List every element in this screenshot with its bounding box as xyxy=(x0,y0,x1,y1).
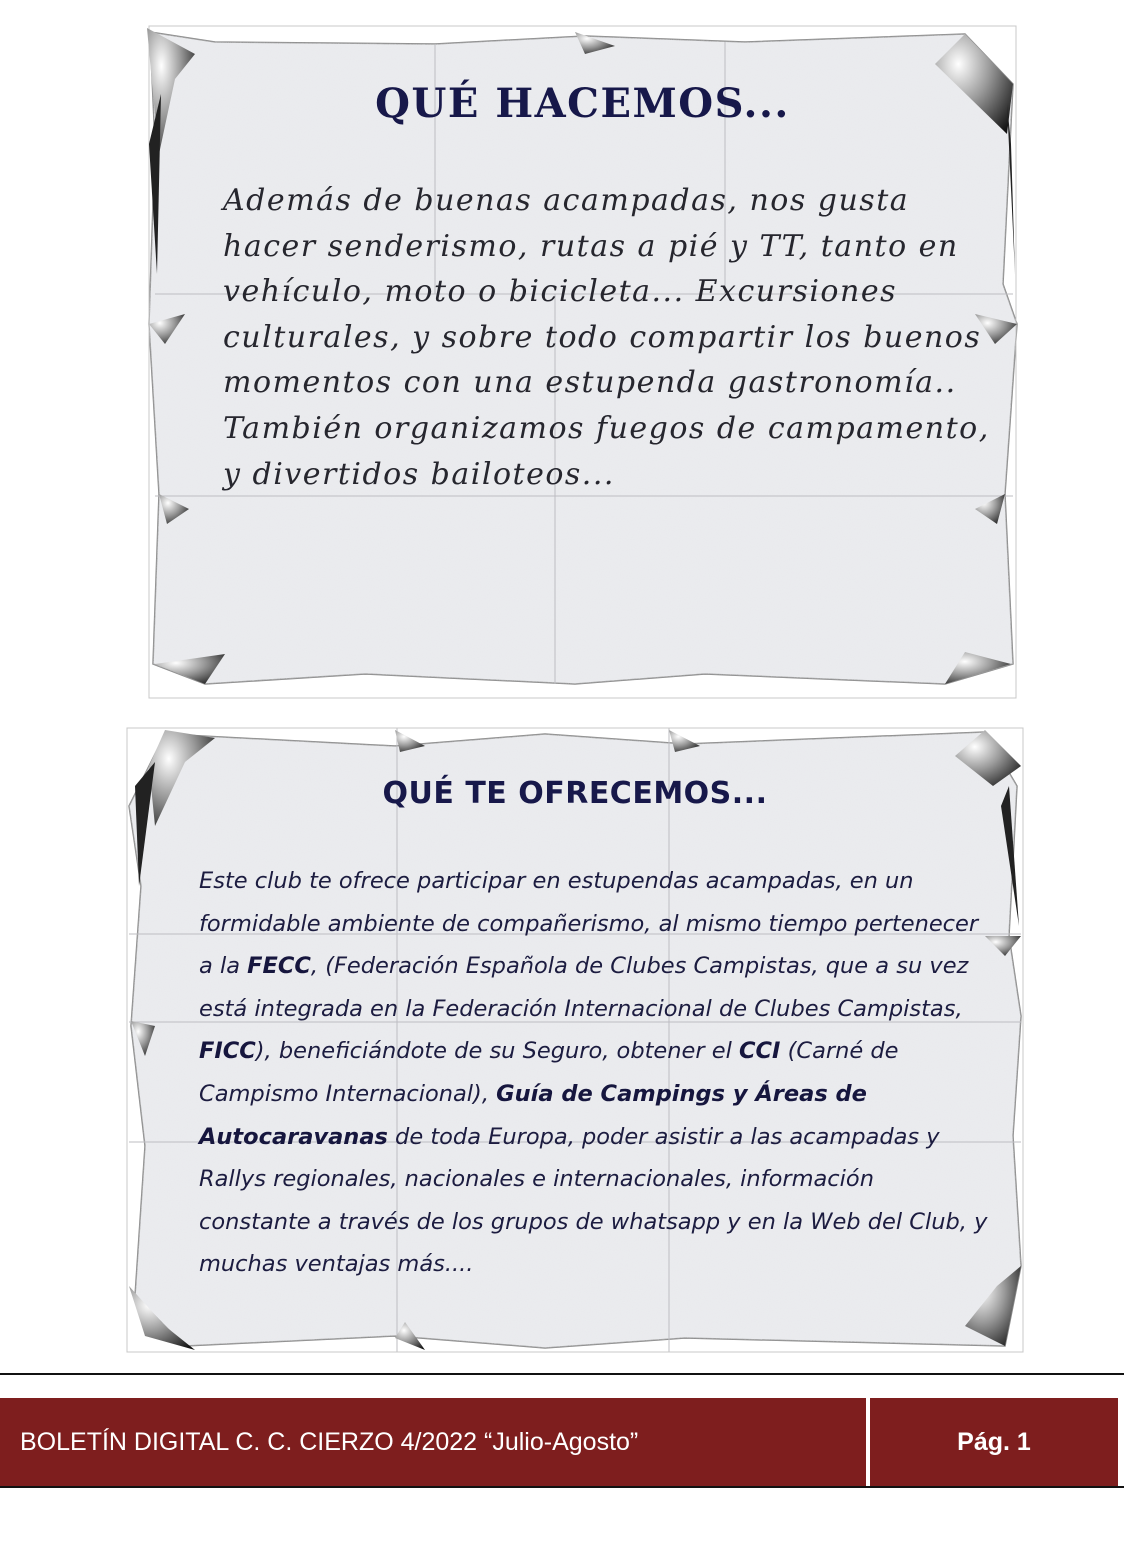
what-we-offer-panel xyxy=(125,726,1025,1354)
body-segment: (Carné de Campismo Internacional), xyxy=(199,1038,899,1107)
page-number: Pág. 1 xyxy=(870,1398,1118,1486)
emphasized-term: FECC xyxy=(247,953,311,980)
emphasized-term: FICC xyxy=(199,1038,256,1065)
footer-top-rule xyxy=(0,1373,1124,1375)
footer-bottom-rule xyxy=(0,1486,1124,1488)
body-segment: Este club te ofrece participar en estupendas acampadas, en un formidable ambiente de compañerismo, al mismo tiempo pertenecer a la xyxy=(199,868,979,980)
what-we-do-body: Además de buenas acampadas, nos gusta hacer senderismo, rutas a pié y TT, tanto en vehículo, moto o bicicleta... Excursiones culturales, y sobre todo compartir los buenos momentos con una estupenda gastronomía.. También organizamos fuegos de campamento, y divertidos bailoteos... xyxy=(223,183,990,492)
body-segment: de toda Europa, poder asistir a las acampadas y Rallys regionales, nacionales e internacionales, información constante a través de los grupos de whatsapp y en la Web del Club, y muchas ventajas más.... xyxy=(199,1123,988,1278)
body-segment: , (Federación Española de Clubes Campistas, que a su vez está integrada en la Federación Internacional de Clubes Campistas, xyxy=(199,953,969,1022)
emphasized-term: Guía de Campings y Áreas de Autocaravanas xyxy=(199,1080,867,1150)
emphasized-term: CCI xyxy=(739,1038,781,1065)
what-we-do-title: QUÉ HACEMOS... xyxy=(375,80,790,127)
what-we-offer-title: QUÉ TE OFRECEMOS... xyxy=(382,776,768,811)
what-we-offer-body xyxy=(199,860,989,1286)
what-we-do-panel xyxy=(145,24,1020,700)
body-segment: ), beneficiándote de su Seguro, obtener el xyxy=(255,1038,740,1065)
footer-bulletin-title: BOLETÍN DIGITAL C. C. CIERZO 4/2022 “Julio-Agosto” xyxy=(0,1398,866,1486)
